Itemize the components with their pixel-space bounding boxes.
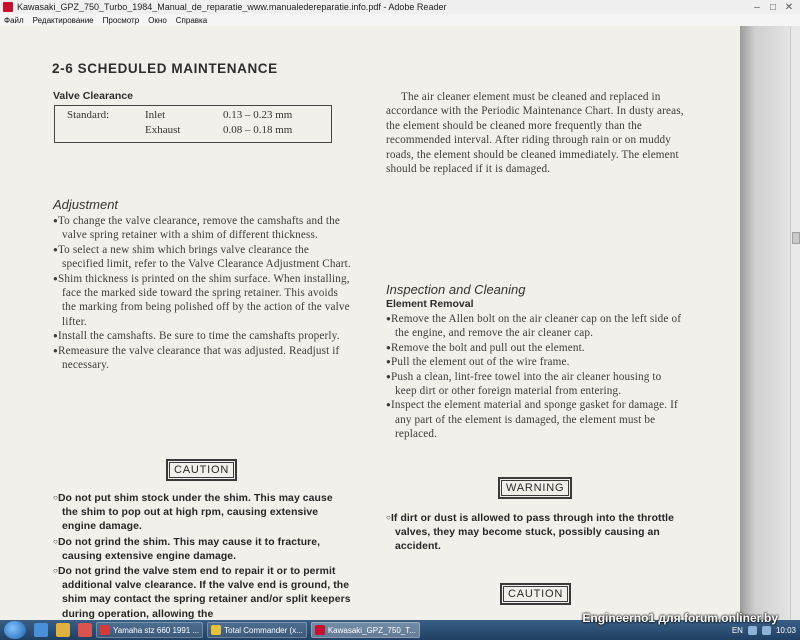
minimize-button[interactable]: – — [754, 1, 760, 13]
vertical-scrollbar[interactable] — [790, 26, 800, 620]
list-item: ●To change the valve clearance, remove the camshafts and the valve spring retainer with a shim of different thickness. — [53, 215, 341, 242]
menu-edit[interactable]: Редактирование — [32, 15, 94, 25]
adjustment-list — [53, 214, 351, 372]
clock[interactable]: 10:03 — [775, 625, 796, 635]
caution-label-left: CAUTION — [166, 459, 237, 481]
list-item: ○Do not grind the shim. This may cause it to fracture, causing extensive engine damage. — [53, 536, 321, 562]
element-removal-title: Element Removal — [386, 298, 474, 310]
valve-clearance-title: Valve Clearance — [53, 90, 133, 102]
adobe-reader-icon — [3, 2, 13, 12]
list-item: ●Remeasure the valve clearance that was adjusted. Readjust if necessary. — [53, 344, 340, 372]
pdf-icon — [100, 625, 110, 635]
volume-icon[interactable] — [762, 626, 771, 635]
exhaust-value: 0.08 – 0.18 mm — [223, 124, 293, 136]
menu-window[interactable]: Окно — [148, 15, 167, 25]
folder-icon[interactable] — [56, 623, 70, 637]
pdf-page — [0, 26, 740, 620]
page-heading: 2-6 SCHEDULED MAINTENANCE — [52, 61, 278, 76]
chrome-icon[interactable] — [78, 623, 92, 637]
start-button[interactable] — [4, 621, 26, 639]
list-item: ●Push a clean, lint-free towel into the air cleaner housing to keep dirt or other foreign material from entering. — [386, 370, 662, 398]
pdf-icon — [315, 625, 325, 635]
list-item: ●Remove the bolt and pull out the element. — [386, 341, 585, 354]
list-item: ●Inspect the element material and sponge gasket for damage. If any part of the element is damaged, the element must be replaced. — [386, 399, 678, 441]
watermark: Engineerno1 для forum.onliner.by — [582, 611, 778, 625]
warning-list — [386, 511, 684, 555]
menu-bar — [0, 14, 800, 26]
list-item: ○Do not grind the valve stem end to repair it or to permit additional valve clearance. If the valve end is ground, the shim may contact the spring retainer and/or split keepers during operation, allowing the — [53, 566, 351, 620]
list-item: ○If dirt or dust is allowed to pass through into the throttle valves, they may become stuck, possibly causing an accident. — [386, 513, 675, 553]
inspection-list — [386, 312, 684, 442]
menu-file[interactable]: Файл — [4, 15, 24, 25]
task-total-commander[interactable]: Total Commander (x... — [207, 622, 307, 638]
inspection-title: Inspection and Cleaning — [386, 282, 526, 297]
air-cleaner-intro: The air cleaner element must be cleaned and replaced in accordance with the Periodic Maintenance Chart. In dusty areas, the element should be cleaned more frequently than the recommended interval. After riding through rain or on muddy roads, the element should be cleaned immediately. The element should be replaced if it is damaged. — [386, 91, 684, 176]
window-title: Kawasaki_GPZ_750_Turbo_1984_Manual_de_reparatie_www.manualedereparatie.info.pdf - Adobe Reader — [17, 2, 447, 12]
menu-view[interactable]: Просмотр — [102, 15, 140, 25]
list-item: ○Do not put shim stock under the shim. This may cause the shim to pop out at high rpm, causing extensive engine damage. — [53, 493, 333, 533]
list-item: ●Install the camshafts. Be sure to time the camshafts properly. — [53, 330, 340, 343]
list-item: ●Shim thickness is printed on the shim surface. When installing, face the marked side toward the spring retainer. This avoids the marking from being polished off by the action of the valve lifter. — [53, 272, 350, 328]
valve-clearance-spec-box — [54, 105, 332, 143]
language-indicator[interactable]: EN — [731, 625, 743, 635]
list-item: ●To select a new shim which brings valve clearance the specified limit, refer to the Valve Clearance Adjustment Chart. — [53, 243, 351, 271]
caution-list-left — [53, 491, 351, 620]
network-icon[interactable] — [748, 626, 757, 635]
list-item: ●Remove the Allen bolt on the air cleaner cap on the left side of the engine, and remove the air cleaner cap. — [386, 313, 682, 340]
exhaust-label: Exhaust — [145, 124, 181, 136]
inlet-label: Inlet — [145, 109, 166, 121]
maximize-button[interactable]: □ — [769, 1, 777, 13]
system-tray — [732, 626, 796, 635]
inlet-value: 0.13 – 0.23 mm — [223, 109, 293, 121]
total-commander-icon — [211, 625, 221, 635]
warning-label: WARNING — [498, 477, 572, 499]
adjustment-title: Adjustment — [53, 197, 119, 212]
standard-label: Standard: — [67, 109, 110, 121]
menu-help[interactable]: Справка — [175, 15, 208, 25]
task-kawasaki[interactable]: Kawasaki_GPZ_750_T... — [311, 622, 420, 638]
document-viewport[interactable] — [0, 26, 800, 620]
scrollbar-thumb[interactable] — [792, 232, 800, 244]
task-yamaha[interactable]: Yamaha stz 660 1991 ... — [96, 622, 203, 638]
window-titlebar — [0, 0, 800, 14]
caution-label-right: CAUTION — [500, 583, 571, 605]
list-item: ●Pull the element out of the wire frame. — [386, 356, 570, 369]
page-edge — [740, 26, 790, 620]
close-button[interactable]: ✕ — [784, 1, 794, 13]
ie-icon[interactable] — [34, 623, 48, 637]
